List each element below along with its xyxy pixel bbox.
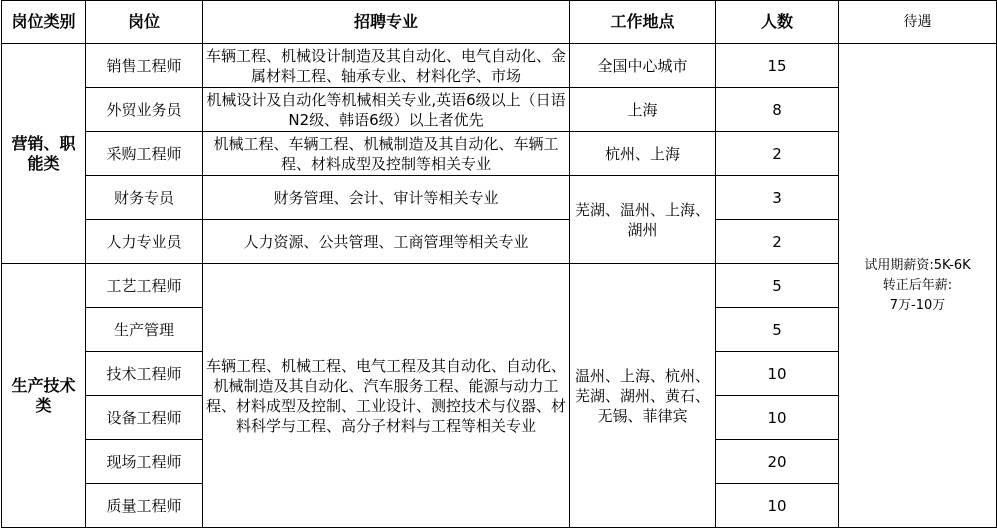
position-cell: 外贸业务员 [86,88,203,132]
position-cell: 现场工程师 [86,440,203,484]
category-production: 生产技术类 [2,264,86,528]
header-location: 工作地点 [570,1,716,44]
location-cell-shared: 温州、上海、杭州、芜湖、湖州、黄石、无锡、菲律宾 [570,264,716,528]
position-cell: 质量工程师 [86,484,203,528]
header-major: 招聘专业 [203,1,570,44]
location-cell: 全国中心城市 [570,44,716,88]
position-cell: 设备工程师 [86,396,203,440]
position-cell: 财务专员 [86,176,203,220]
header-benefit: 待遇 [839,1,997,44]
count-cell: 2 [716,132,839,176]
major-cell: 机械工程、车辆工程、机械制造及其自动化、车辆工程、材料成型及控制等相关专业 [203,132,570,176]
count-cell: 10 [716,352,839,396]
position-cell: 销售工程师 [86,44,203,88]
count-cell: 3 [716,176,839,220]
count-cell: 5 [716,308,839,352]
location-cell: 杭州、上海 [570,132,716,176]
location-cell: 上海 [570,88,716,132]
position-cell: 技术工程师 [86,352,203,396]
table-row [2,44,997,88]
major-cell-shared: 车辆工程、机械工程、电气工程及其自动化、自动化、机械制造及其自动化、汽车服务工程、能源与动力工程、材料成型及控制、工业设计、测控技术与仪器、材料科学与工程、高分子材料与工程等相关专业 [203,264,570,528]
header-position: 岗位 [86,1,203,44]
position-cell: 采购工程师 [86,132,203,176]
header-category: 岗位类别 [2,1,86,44]
count-cell: 10 [716,396,839,440]
position-cell: 生产管理 [86,308,203,352]
header-row [2,1,997,44]
header-count: 人数 [716,1,839,44]
benefit-cell: 试用期薪资:5K-6K 转正后年薪: 7万-10万 [839,44,997,528]
count-cell: 5 [716,264,839,308]
major-cell: 车辆工程、机械设计制造及其自动化、电气自动化、金属材料工程、轴承专业、材料化学、市场 [203,44,570,88]
count-cell: 20 [716,440,839,484]
major-cell: 人力资源、公共管理、工商管理等相关专业 [203,220,570,264]
location-cell-shared: 芜湖、温州、上海、湖州 [570,176,716,264]
recruitment-table [1,0,997,528]
count-cell: 2 [716,220,839,264]
position-cell: 人力专业员 [86,220,203,264]
major-cell: 机械设计及自动化等机械相关专业,英语6级以上（日语N2级、韩语6级）以上者优先 [203,88,570,132]
count-cell: 15 [716,44,839,88]
count-cell: 8 [716,88,839,132]
position-cell: 工艺工程师 [86,264,203,308]
count-cell: 10 [716,484,839,528]
category-marketing: 营销、职能类 [2,44,86,264]
major-cell: 财务管理、会计、审计等相关专业 [203,176,570,220]
